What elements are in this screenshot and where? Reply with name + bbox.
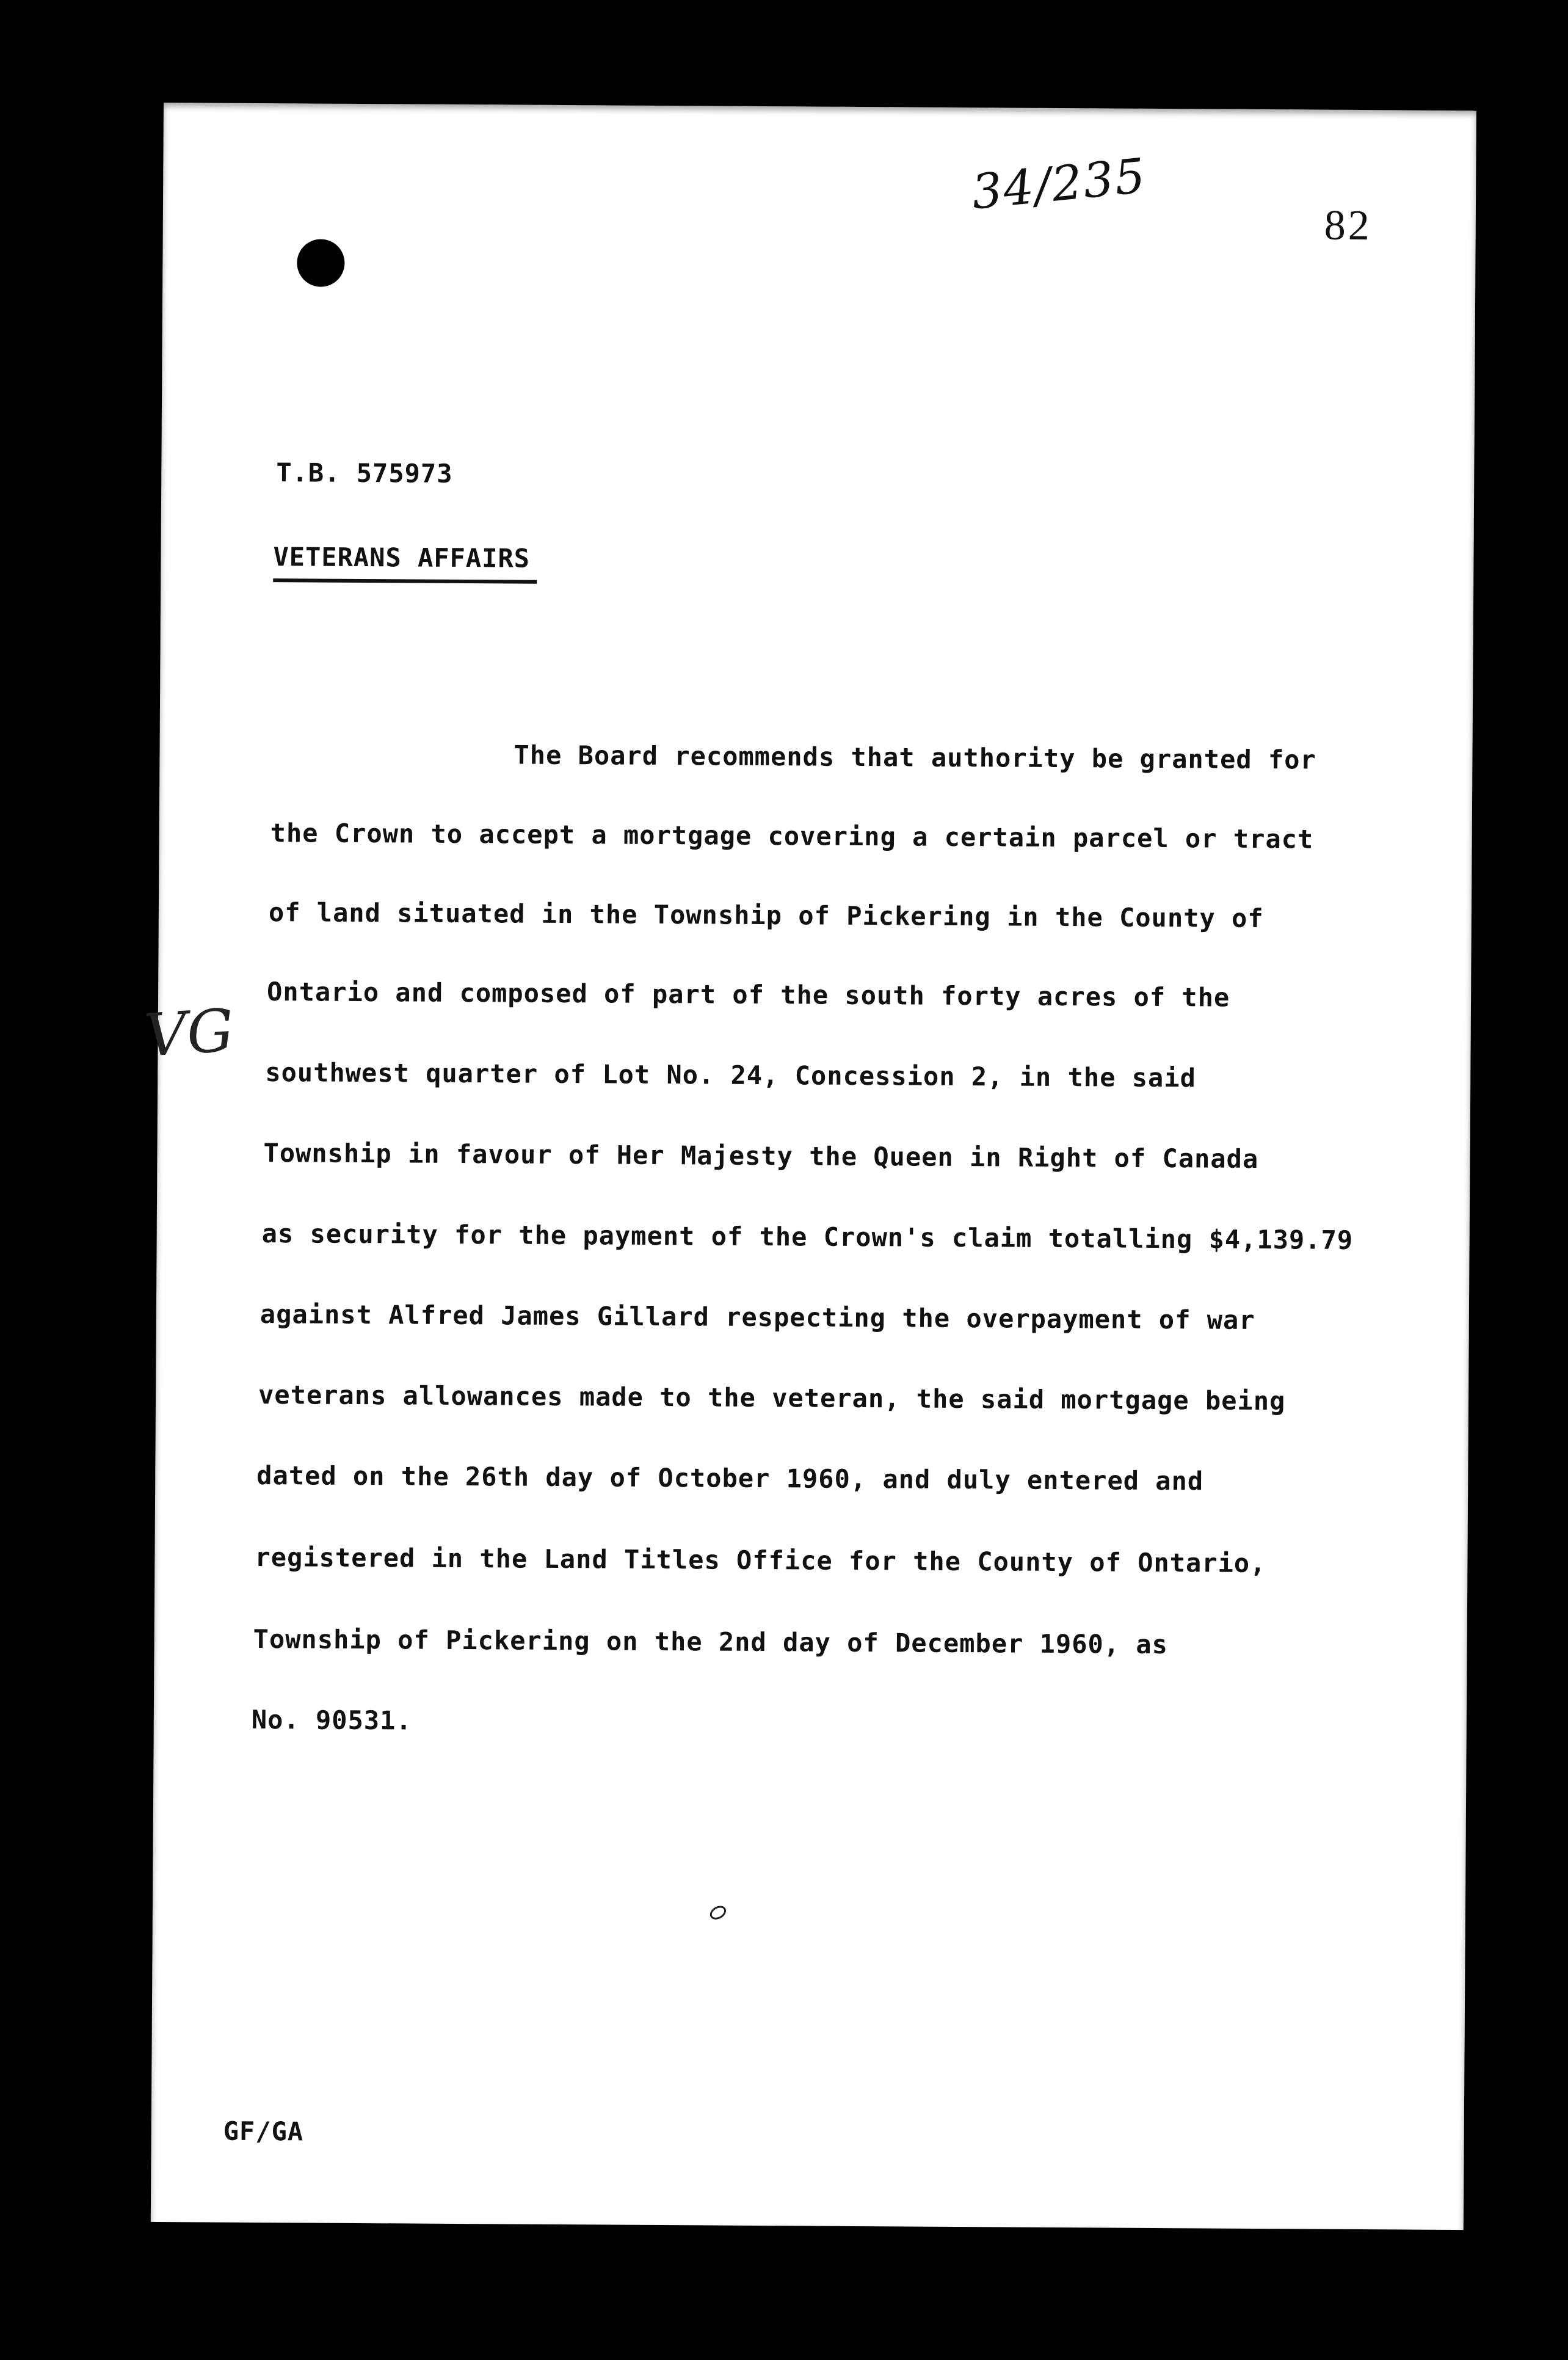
- body-line: as security for the payment of the Crown's claim totalling $4,139.79: [261, 1218, 1354, 1255]
- paper-mark: [708, 1903, 728, 1922]
- section-heading: VETERANS AFFAIRS: [273, 542, 531, 574]
- body-line: No. 90531.: [251, 1704, 412, 1736]
- body-line: veterans allowances made to the veteran, the said mortgage being: [258, 1379, 1286, 1416]
- page-number: 82: [1324, 202, 1373, 250]
- typist-initials: GF/GA: [223, 2116, 304, 2147]
- body-line: The Board recommends that authority be granted for: [514, 740, 1316, 775]
- heading-underline: [273, 578, 537, 584]
- handwritten-file-reference: 34/235: [969, 148, 1149, 220]
- treasury-board-number: T.B. 575973: [276, 457, 453, 489]
- body-line: Township in favour of Her Majesty the Queen in Right of Canada: [263, 1138, 1259, 1174]
- handwritten-margin-initials: VG: [142, 996, 236, 1070]
- body-line: southwest quarter of Lot No. 24, Concession 2, in the said: [265, 1057, 1197, 1093]
- document-page: [142, 103, 1476, 2230]
- body-line: against Alfred James Gillard respecting the overpayment of war: [260, 1299, 1255, 1335]
- punch-hole: [297, 239, 344, 286]
- body-line: Township of Pickering on the 2nd day of December 1960, as: [253, 1623, 1169, 1660]
- body-line: of land situated in the Township of Pickering in the County of: [268, 897, 1264, 934]
- body-line: registered in the Land Titles Office for the County of Ontario,: [255, 1542, 1266, 1579]
- body-line: the Crown to accept a mortgage covering a certain parcel or tract: [270, 818, 1314, 854]
- body-line: Ontario and composed of part of the south forty acres of the: [266, 977, 1230, 1013]
- body-line: dated on the 26th day of October 1960, and duly entered and: [256, 1460, 1204, 1496]
